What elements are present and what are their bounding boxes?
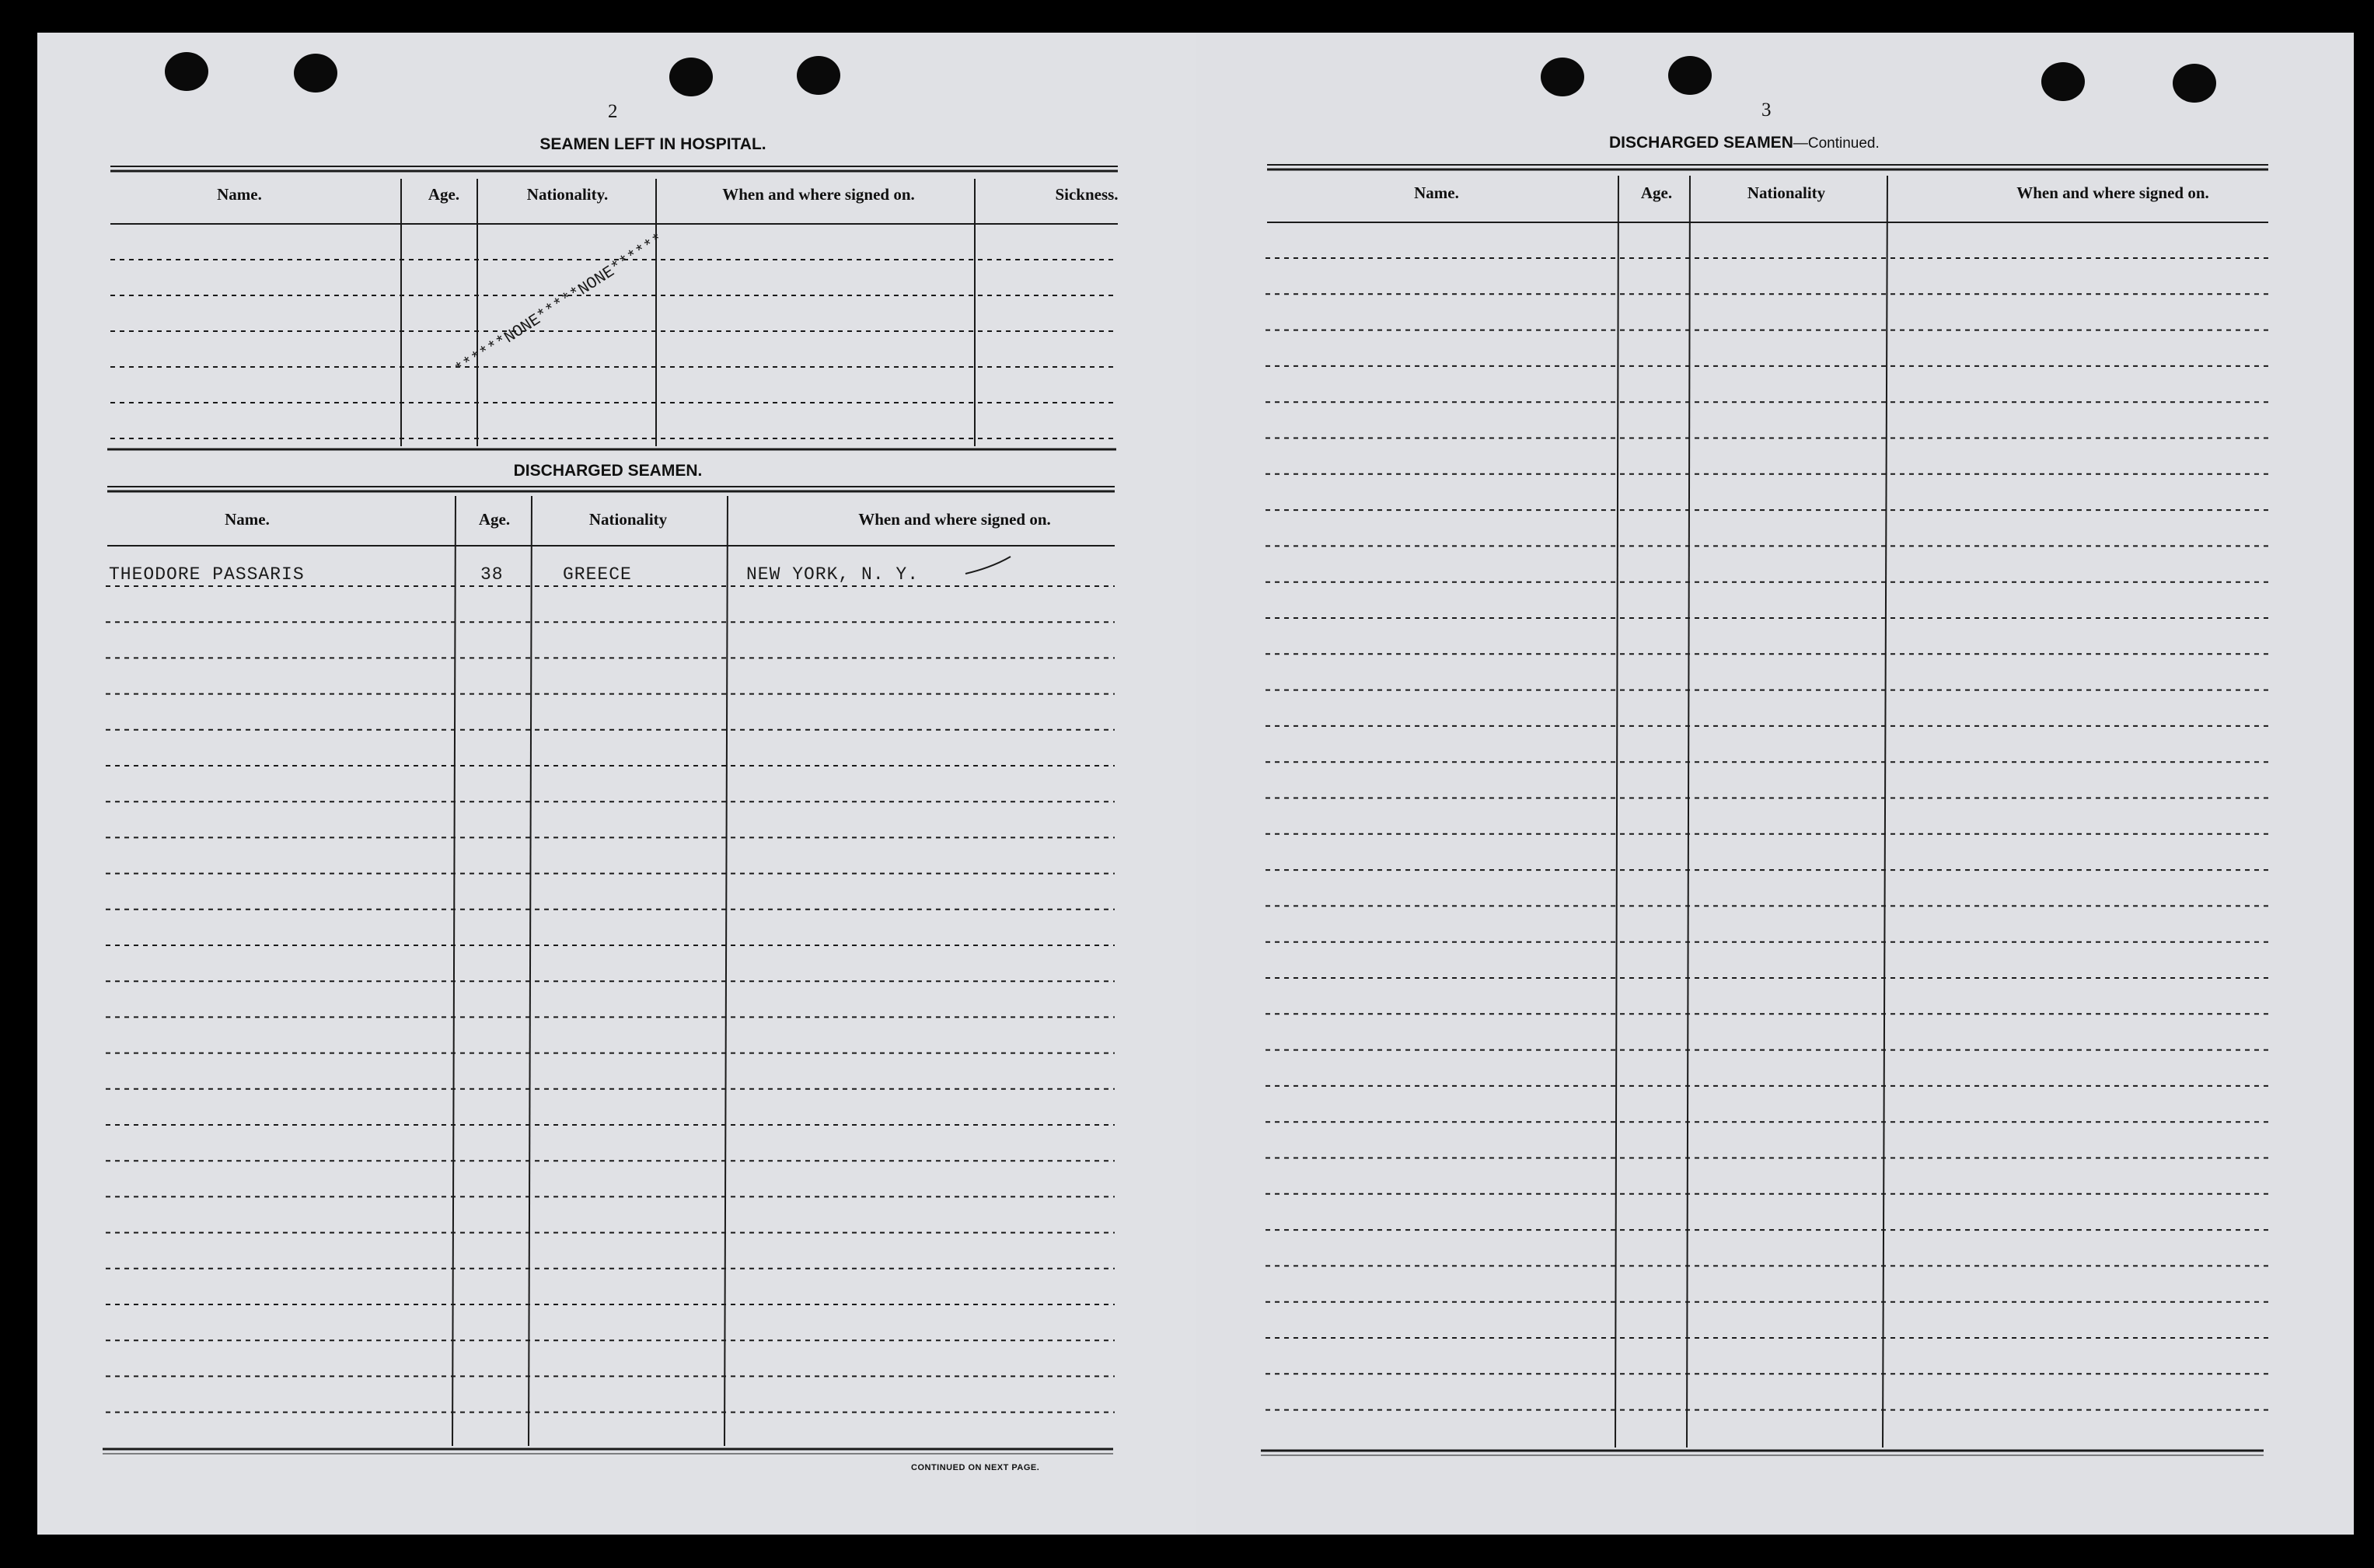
hospital-col-nationality: Nationality.: [526, 185, 609, 204]
seaman-nationality: GREECE: [563, 564, 632, 585]
discharged-heading: DISCHARGED SEAMEN.: [513, 462, 703, 480]
right-page: [1196, 33, 2354, 1535]
discharged-col-nationality: Nationality: [588, 510, 668, 529]
seaman-name: THEODORE PASSARIS: [109, 564, 305, 585]
right-col-nationality: Nationality: [1747, 183, 1826, 202]
hospital-col-age: Age.: [428, 185, 460, 204]
right-col-signed-on: When and where signed on.: [2016, 183, 2209, 202]
hospital-col-name: Name.: [217, 185, 262, 204]
right-ruling: [1196, 33, 2354, 1535]
continued-heading-text: DISCHARGED SEAMEN: [1609, 134, 1793, 152]
seaman-signed-on: NEW YORK, N. Y.: [746, 564, 920, 585]
right-col-age: Age.: [1640, 183, 1673, 202]
hospital-col-signed-on: When and where signed on.: [722, 185, 915, 204]
seaman-age: 38: [480, 564, 504, 585]
none-stamp: ******NONE*****NONE******: [452, 231, 668, 380]
page-number: 3: [1761, 100, 1772, 120]
hospital-col-sickness: Sickness.: [1055, 185, 1119, 204]
continued-footer: CONTINUED ON NEXT PAGE.: [911, 1463, 1040, 1472]
right-col-name: Name.: [1414, 183, 1459, 202]
discharged-col-age: Age.: [478, 510, 511, 529]
page-number: 2: [608, 101, 618, 122]
discharged-col-name: Name.: [225, 510, 270, 529]
continued-heading-suffix: —Continued.: [1793, 135, 1880, 152]
discharged-col-signed-on: When and where signed on.: [858, 510, 1051, 529]
left-ruling: [37, 33, 1197, 1535]
hospital-heading: SEAMEN LEFT IN HOSPITAL.: [539, 135, 766, 153]
left-page: [37, 33, 1197, 1535]
